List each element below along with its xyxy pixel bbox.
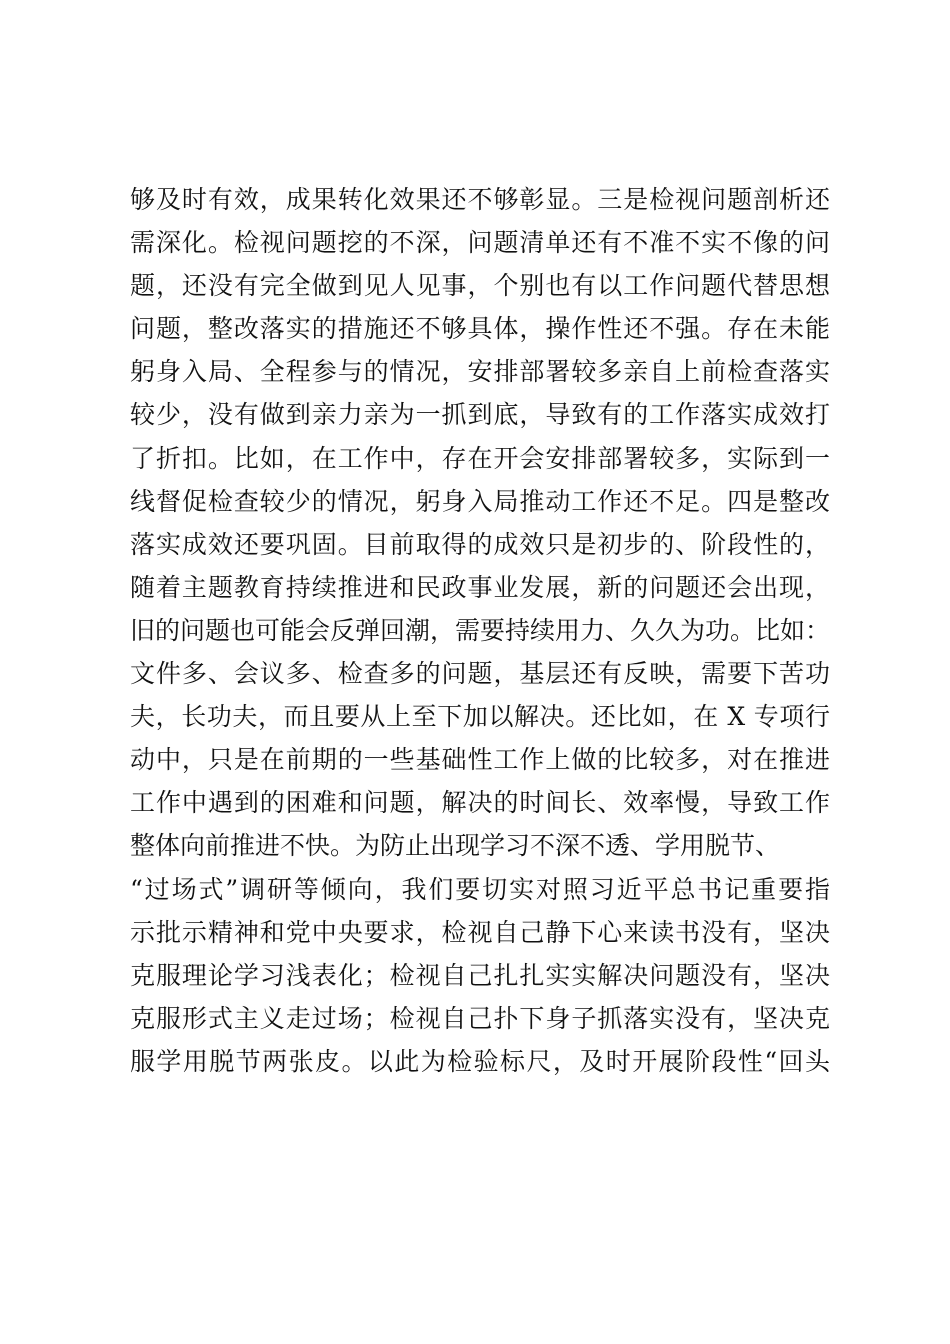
text-line-15: 工作中遇到的困难和问题，解决的时间长、效率慢，导致工作 — [130, 788, 830, 818]
text-line-6: 较少，没有做到亲力亲为一抓到底，导致有的工作落实成效打 — [130, 400, 830, 430]
text-line-8: 线督促检查较少的情况，躬身入局推动工作还不足。四是整改 — [130, 486, 830, 516]
text-line-12: 文件多、会议多、检查多的问题，基层还有反映，需要下苦功 — [130, 659, 830, 689]
text-line-21: 服学用脱节两张皮。以此为检验标尺，及时开展阶段性“回头 — [130, 1046, 830, 1076]
text-line-10: 随着主题教育持续推进和民政事业发展，新的问题还会出现， — [130, 572, 830, 602]
text-line-5: 躬身入局、全程参与的情况，安排部署较多亲自上前检查落实 — [130, 357, 830, 387]
text-line-9: 落实成效还要巩固。目前取得的成效只是初步的、阶段性的， — [130, 529, 830, 559]
text-line-16: 整体向前推进不快。为防止出现学习不深不透、学用脱节、 — [130, 831, 781, 861]
text-line-4: 问题，整改落实的措施还不够具体，操作性还不强。存在未能 — [130, 314, 830, 344]
text-line-7: 了折扣。比如，在工作中，存在开会安排部署较多，实际到一 — [130, 443, 830, 473]
text-line-2: 需深化。检视问题挖的不深，问题清单还有不准不实不像的问 — [130, 228, 830, 258]
text-line-11: 旧的问题也可能会反弹回潮，需要持续用力、久久为功。比如： — [130, 615, 831, 645]
text-line-1: 够及时有效，成果转化效果还不够彰显。三是检视问题剖析还 — [130, 185, 830, 214]
text-line-14: 动中，只是在前期的一些基础性工作上做的比较多，对在推进 — [130, 745, 830, 775]
text-line-17: “过场式”调研等倾向，我们要切实对照习近平总书记重要指 — [130, 874, 830, 904]
text-line-19: 克服理论学习浅表化；检视自己扎扎实实解决问题没有，坚决 — [130, 960, 830, 990]
text-line-20: 克服形式主义走过场；检视自己扑下身子抓落实没有，坚决克 — [130, 1003, 830, 1033]
text-line-18: 示批示精神和党中央要求，检视自己静下心来读书没有，坚决 — [130, 917, 830, 947]
text-line-13: 夫，长功夫，而且要从上至下加以解决。还比如，在 X 专项行 — [130, 702, 830, 732]
text-line-3: 题，还没有完全做到见人见事，个别也有以工作问题代替思想 — [130, 271, 830, 301]
body-paragraph — [130, 178, 830, 1083]
